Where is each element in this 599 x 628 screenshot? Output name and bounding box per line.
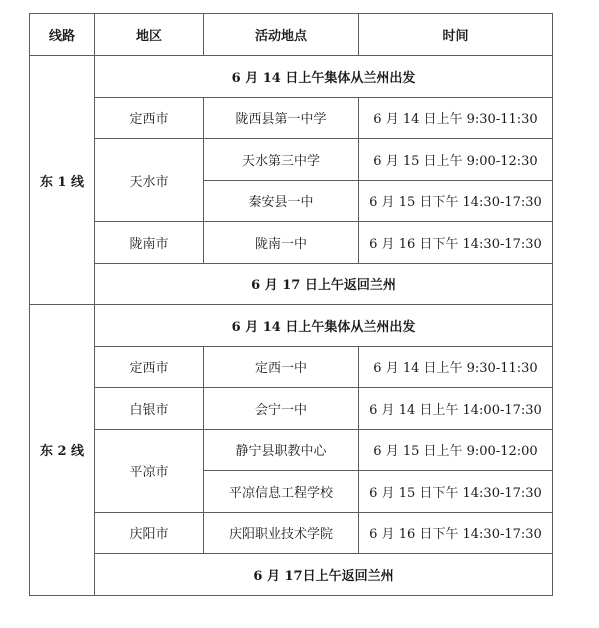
header-route: 线路 <box>30 14 95 56</box>
table-row <box>30 139 553 181</box>
route-depart: 6 月 14 日上午集体从兰州出发 <box>95 56 553 98</box>
stop-time: 6 月 15 日下午 14:30-17:30 <box>359 471 553 513</box>
stop-venue: 定西一中 <box>204 346 359 388</box>
route-return: 6 月 17日上午返回兰州 <box>95 554 553 596</box>
table-row <box>30 305 553 347</box>
route-name: 东 2 线 <box>30 305 95 596</box>
table-row <box>30 56 553 98</box>
stop-time: 6 月 16 日下午 14:30-17:30 <box>359 512 553 554</box>
stop-region: 白银市 <box>95 388 204 430</box>
table-row <box>30 263 553 305</box>
stop-time: 6 月 15 日上午 9:00-12:00 <box>359 429 553 471</box>
stop-venue: 庆阳职业技术学院 <box>204 512 359 554</box>
stop-time: 6 月 15 日上午 9:00-12:30 <box>359 139 553 181</box>
stop-region: 天水市 <box>95 139 204 222</box>
schedule-table <box>29 13 553 596</box>
route-return: 6 月 17 日上午返回兰州 <box>95 263 553 305</box>
header-venue: 活动地点 <box>204 14 359 56</box>
stop-time: 6 月 14 日上午 9:30-11:30 <box>359 346 553 388</box>
header-row <box>30 14 553 56</box>
stop-time: 6 月 15 日下午 14:30-17:30 <box>359 180 553 222</box>
table-row <box>30 554 553 596</box>
header-time: 时间 <box>359 14 553 56</box>
stop-region: 定西市 <box>95 97 204 139</box>
stop-region: 庆阳市 <box>95 512 204 554</box>
stop-region: 陇南市 <box>95 222 204 264</box>
stop-venue: 平凉信息工程学校 <box>204 471 359 513</box>
route-name: 东 1 线 <box>30 56 95 305</box>
stop-venue: 天水第三中学 <box>204 139 359 181</box>
table-row <box>30 346 553 388</box>
table-row <box>30 512 553 554</box>
table-row <box>30 388 553 430</box>
stop-region: 定西市 <box>95 346 204 388</box>
stop-venue: 静宁县职教中心 <box>204 429 359 471</box>
stop-venue: 陇南一中 <box>204 222 359 264</box>
stop-region: 平凉市 <box>95 429 204 512</box>
table-row <box>30 429 553 471</box>
stop-time: 6 月 14 日上午 9:30-11:30 <box>359 97 553 139</box>
stop-time: 6 月 16 日下午 14:30-17:30 <box>359 222 553 264</box>
header-region: 地区 <box>95 14 204 56</box>
table-row <box>30 222 553 264</box>
table-row <box>30 97 553 139</box>
stop-venue: 会宁一中 <box>204 388 359 430</box>
stop-venue: 陇西县第一中学 <box>204 97 359 139</box>
stop-venue: 秦安县一中 <box>204 180 359 222</box>
route-depart: 6 月 14 日上午集体从兰州出发 <box>95 305 553 347</box>
stop-time: 6 月 14 日上午 14:00-17:30 <box>359 388 553 430</box>
